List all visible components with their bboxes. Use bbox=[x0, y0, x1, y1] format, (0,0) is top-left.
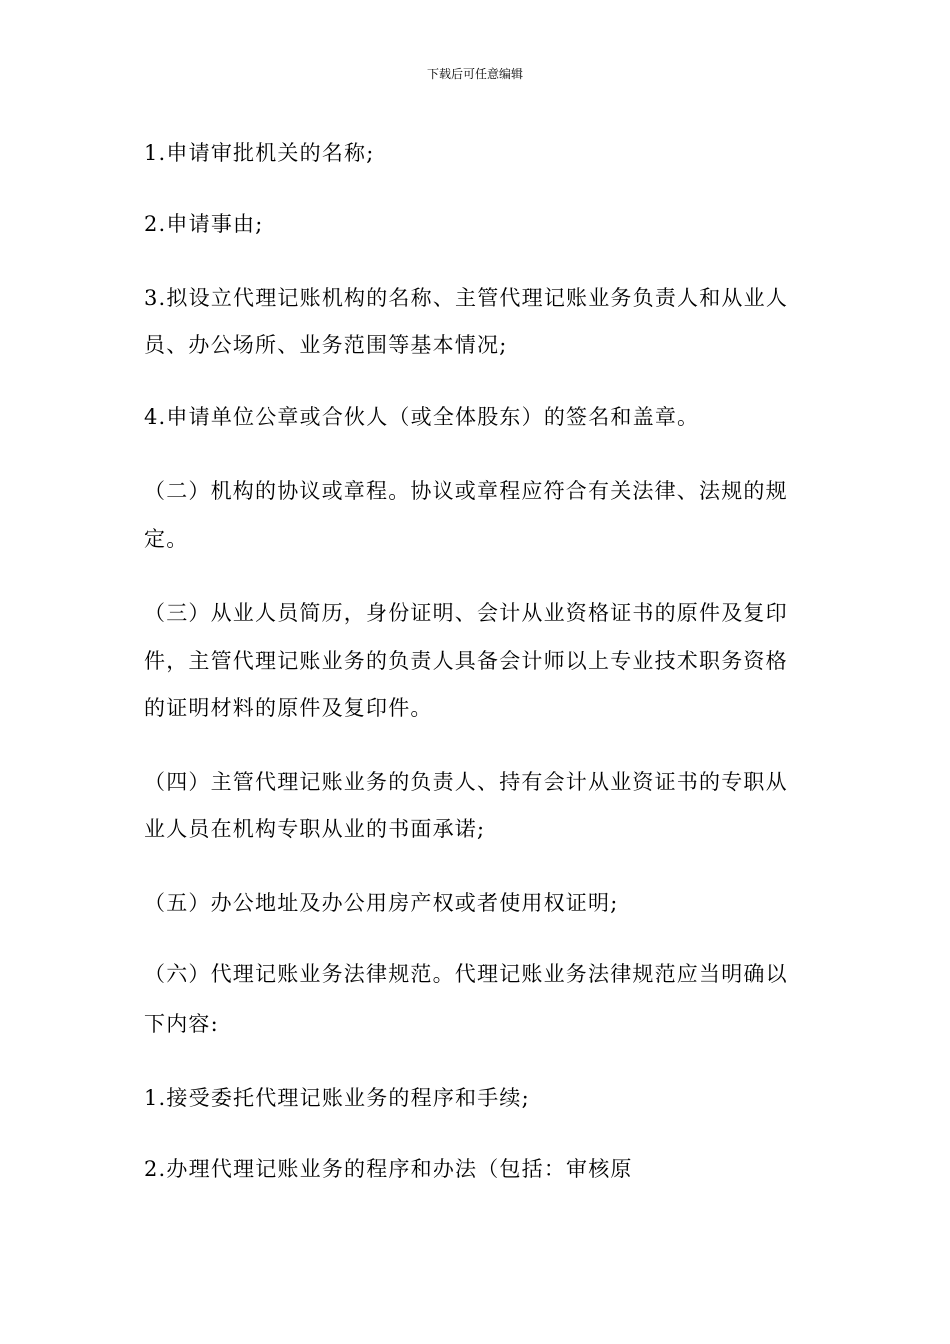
text-line: 2.申请事由; bbox=[144, 212, 264, 236]
text-line: （六）代理记账业务法律规范。代理记账业务法律规范应当明确以 bbox=[144, 962, 788, 986]
text-line: 业人员在机构专职从业的书面承诺; bbox=[144, 817, 486, 841]
text-line: 2.办理代理记账业务的程序和办法（包括：审核原 bbox=[144, 1157, 633, 1181]
text-line: 4.申请单位公章或合伙人（或全体股东）的签名和盖章。 bbox=[144, 405, 700, 429]
text-line: （四）主管代理记账业务的负责人、持有会计从业资证书的专职从 bbox=[144, 770, 788, 794]
text-line: 1.接受委托代理记账业务的程序和手续; bbox=[144, 1086, 530, 1110]
text-line: （二）机构的协议或章程。协议或章程应符合有关法律、法规的规 bbox=[144, 479, 788, 503]
text-line: 件，主管代理记账业务的负责人具备会计师以上专业技术职务资格 bbox=[144, 649, 788, 673]
text-line: 下内容: bbox=[144, 1012, 219, 1036]
text-line: （五）办公地址及办公用房产权或者使用权证明; bbox=[144, 891, 619, 915]
text-line: 定。 bbox=[144, 527, 189, 551]
text-line: 1.申请审批机关的名称; bbox=[144, 141, 375, 165]
text-line: 员、办公场所、业务范围等基本情况; bbox=[144, 333, 508, 357]
text-line: 的证明材料的原件及复印件。 bbox=[144, 696, 433, 720]
text-line: 3.拟设立代理记账机构的名称、主管代理记账业务负责人和从业人 bbox=[144, 286, 789, 310]
page-header: 下载后可任意编辑 bbox=[426, 67, 523, 81]
text-line: （三）从业人员简历，身份证明、会计从业资格证书的原件及复印 bbox=[144, 601, 788, 625]
